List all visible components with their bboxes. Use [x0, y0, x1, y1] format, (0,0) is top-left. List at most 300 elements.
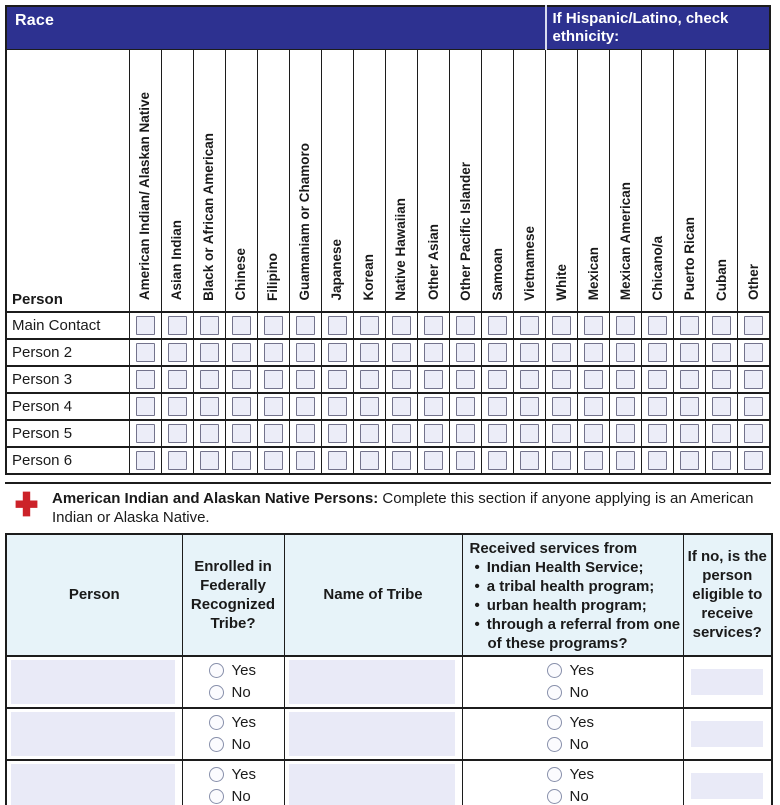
- race-checkbox[interactable]: [712, 343, 731, 362]
- services-no-option[interactable]: [547, 735, 681, 754]
- enrolled-no-option[interactable]: [209, 683, 282, 702]
- race-checkbox[interactable]: [616, 424, 635, 443]
- race-checkbox[interactable]: [680, 343, 699, 362]
- enrolled-no-radio[interactable]: [209, 737, 224, 752]
- tribe-table-row: [6, 708, 772, 760]
- person-name-input[interactable]: [11, 764, 175, 805]
- race-checkbox[interactable]: [744, 424, 763, 443]
- race-checkbox-cell: [449, 339, 481, 366]
- race-checkbox[interactable]: [424, 397, 443, 416]
- person-row-label: Person 4: [6, 393, 129, 420]
- services-yes-option[interactable]: [547, 713, 681, 732]
- services-no-radio[interactable]: [547, 685, 562, 700]
- enrolled-yes-label: Yes: [231, 766, 256, 783]
- race-column-header: White: [546, 50, 578, 312]
- race-checkbox-cell: [129, 393, 161, 420]
- race-column-header: Chinese: [225, 50, 257, 312]
- race-checkbox[interactable]: [648, 316, 667, 335]
- race-checkbox-cell: [706, 312, 738, 339]
- race-checkbox-cell: [610, 447, 642, 474]
- race-checkbox-cell: [321, 393, 353, 420]
- race-checkbox[interactable]: [392, 316, 411, 335]
- race-checkbox[interactable]: [584, 343, 603, 362]
- race-checkbox[interactable]: [264, 343, 283, 362]
- race-checkbox-cell: [610, 420, 642, 447]
- race-checkbox[interactable]: [680, 370, 699, 389]
- race-checkbox-cell: [193, 366, 225, 393]
- race-checkbox[interactable]: [744, 370, 763, 389]
- race-checkbox-cell: [257, 339, 289, 366]
- race-checkbox[interactable]: [712, 316, 731, 335]
- race-checkbox[interactable]: [552, 343, 571, 362]
- race-checkbox[interactable]: [232, 451, 251, 470]
- race-checkbox[interactable]: [712, 370, 731, 389]
- services-bullet-item: • Indian Health Service;: [470, 558, 681, 577]
- race-column-header: Cuban: [706, 50, 738, 312]
- race-checkbox-cell: [449, 420, 481, 447]
- race-checkbox-cell: [321, 312, 353, 339]
- race-checkbox-cell: [513, 366, 545, 393]
- race-checkbox-cell: [449, 393, 481, 420]
- person-name-input[interactable]: [11, 660, 175, 704]
- race-checkbox[interactable]: [296, 424, 315, 443]
- race-column-header: Other Asian: [417, 50, 449, 312]
- race-checkbox-cell: [706, 339, 738, 366]
- race-checkbox-cell: [289, 420, 321, 447]
- race-checkbox-cell: [353, 339, 385, 366]
- race-checkbox-cell: [129, 312, 161, 339]
- services-radio-group: [547, 765, 681, 805]
- race-column-header: Chicano/a: [642, 50, 674, 312]
- race-checkbox-cell: [578, 312, 610, 339]
- native-note-bold: American Indian and Alaskan Native Persons:: [52, 489, 379, 507]
- red-cross-icon: [15, 491, 38, 517]
- race-checkbox[interactable]: [552, 451, 571, 470]
- race-checkbox[interactable]: [136, 370, 155, 389]
- race-checkbox-cell: [257, 393, 289, 420]
- race-checkbox[interactable]: [232, 370, 251, 389]
- services-header-title: Received services from: [469, 539, 638, 557]
- race-checkbox[interactable]: [424, 343, 443, 362]
- race-checkbox[interactable]: [360, 343, 379, 362]
- race-checkbox[interactable]: [520, 451, 539, 470]
- services-radio-cell: [462, 708, 683, 760]
- race-checkbox[interactable]: [296, 343, 315, 362]
- services-yes-option[interactable]: [547, 765, 681, 784]
- race-checkbox-cell: [610, 366, 642, 393]
- race-checkbox-cell: [674, 420, 706, 447]
- received-services-header: [462, 534, 683, 656]
- race-checkbox[interactable]: [328, 343, 347, 362]
- race-checkbox-cell: [225, 393, 257, 420]
- race-checkbox-cell: [513, 447, 545, 474]
- race-checkbox-cell: [578, 420, 610, 447]
- race-checkbox[interactable]: [680, 316, 699, 335]
- race-checkbox[interactable]: [264, 397, 283, 416]
- race-checkbox[interactable]: [296, 316, 315, 335]
- race-checkbox[interactable]: [616, 343, 635, 362]
- race-checkbox-cell: [610, 393, 642, 420]
- services-yes-radio[interactable]: [547, 767, 562, 782]
- race-checkbox-cell: [161, 420, 193, 447]
- race-checkbox-cell: [161, 366, 193, 393]
- race-checkbox[interactable]: [456, 424, 475, 443]
- race-checkbox[interactable]: [328, 370, 347, 389]
- race-checkbox[interactable]: [552, 316, 571, 335]
- race-checkbox-cell: [513, 393, 545, 420]
- race-checkbox-cell: [225, 447, 257, 474]
- race-checkbox-cell: [129, 420, 161, 447]
- enrolled-yes-option[interactable]: [209, 765, 282, 784]
- person-row-label: Person 6: [6, 447, 129, 474]
- race-checkbox-cell: [353, 366, 385, 393]
- race-checkbox-cell: [321, 420, 353, 447]
- race-checkbox[interactable]: [584, 451, 603, 470]
- race-table-row: [6, 366, 770, 393]
- enrolled-no-option[interactable]: [209, 787, 282, 805]
- native-note-body: Complete this section if anyone applying is an American Indian or Alaska Native.: [52, 489, 754, 526]
- race-checkbox[interactable]: [712, 451, 731, 470]
- race-checkbox[interactable]: [616, 397, 635, 416]
- enrolled-yes-radio[interactable]: [209, 767, 224, 782]
- race-checkbox-cell: [289, 339, 321, 366]
- race-checkbox[interactable]: [200, 370, 219, 389]
- race-checkbox-cell: [578, 366, 610, 393]
- race-checkbox-cell: [385, 393, 417, 420]
- race-checkbox[interactable]: [584, 424, 603, 443]
- race-checkbox-cell: [513, 312, 545, 339]
- race-column-header: Mexican: [578, 50, 610, 312]
- enrolled-no-option[interactable]: [209, 735, 282, 754]
- race-checkbox[interactable]: [360, 316, 379, 335]
- services-no-option[interactable]: [547, 787, 681, 805]
- race-checkbox[interactable]: [456, 451, 475, 470]
- services-yes-radio[interactable]: [547, 715, 562, 730]
- eligible-input[interactable]: [691, 721, 763, 747]
- race-checkbox[interactable]: [328, 451, 347, 470]
- services-yes-label: Yes: [569, 714, 594, 731]
- person-name-input[interactable]: [11, 712, 175, 756]
- tribe-table-row: [6, 656, 772, 708]
- race-checkbox-cell: [610, 312, 642, 339]
- race-column-header: Native Hawaiian: [385, 50, 417, 312]
- race-checkbox[interactable]: [680, 451, 699, 470]
- eligible-input[interactable]: [691, 773, 763, 799]
- race-checkbox[interactable]: [520, 316, 539, 335]
- race-checkbox-cell: [417, 420, 449, 447]
- race-checkbox-cell: [481, 420, 513, 447]
- race-table-row: [6, 339, 770, 366]
- enrolled-tribe-header: Enrolled in Federally Recognized Tribe?: [182, 534, 284, 656]
- race-checkbox[interactable]: [552, 424, 571, 443]
- race-checkbox[interactable]: [360, 424, 379, 443]
- race-checkbox[interactable]: [136, 343, 155, 362]
- race-checkbox-cell: [353, 447, 385, 474]
- tribe-name-header: Name of Tribe: [284, 534, 462, 656]
- race-checkbox[interactable]: [232, 397, 251, 416]
- race-checkbox-cell: [385, 339, 417, 366]
- race-checkbox[interactable]: [648, 451, 667, 470]
- native-note-text: [52, 489, 758, 527]
- race-checkbox[interactable]: [296, 370, 315, 389]
- enrolled-no-radio[interactable]: [209, 789, 224, 804]
- race-checkbox-cell: [257, 447, 289, 474]
- race-checkbox-cell: [193, 447, 225, 474]
- race-checkbox[interactable]: [488, 343, 507, 362]
- services-radio-group: [547, 661, 681, 702]
- race-checkbox-cell: [289, 393, 321, 420]
- eligible-input-cell: [683, 708, 772, 760]
- race-checkbox[interactable]: [456, 343, 475, 362]
- race-column-header: Samoan: [481, 50, 513, 312]
- race-checkbox-cell: [193, 312, 225, 339]
- race-checkbox-cell: [642, 447, 674, 474]
- race-checkbox-cell: [385, 312, 417, 339]
- enrolled-yes-option[interactable]: [209, 713, 282, 732]
- race-checkbox[interactable]: [488, 316, 507, 335]
- race-checkbox[interactable]: [424, 424, 443, 443]
- person-row-label: Person 2: [6, 339, 129, 366]
- person-name-input-cell: [6, 708, 182, 760]
- race-checkbox[interactable]: [200, 451, 219, 470]
- race-checkbox[interactable]: [520, 424, 539, 443]
- enrolled-no-radio[interactable]: [209, 685, 224, 700]
- services-radio-cell: [462, 760, 683, 805]
- enrolled-radio-cell: [182, 656, 284, 708]
- enrolled-radio-group: [209, 765, 282, 805]
- race-checkbox-cell: [321, 447, 353, 474]
- race-checkbox-cell: [738, 366, 770, 393]
- race-checkbox[interactable]: [712, 397, 731, 416]
- race-checkbox-cell: [674, 393, 706, 420]
- tribe-name-input[interactable]: [289, 660, 455, 704]
- race-checkbox-cell: [193, 339, 225, 366]
- race-checkbox[interactable]: [168, 424, 187, 443]
- race-checkbox[interactable]: [392, 397, 411, 416]
- race-checkbox[interactable]: [360, 370, 379, 389]
- race-checkbox[interactable]: [680, 424, 699, 443]
- race-checkbox-cell: [642, 312, 674, 339]
- race-checkbox-cell: [225, 339, 257, 366]
- tribe-name-input[interactable]: [289, 712, 455, 756]
- race-checkbox-cell: [674, 339, 706, 366]
- race-checkbox[interactable]: [648, 370, 667, 389]
- race-checkbox[interactable]: [584, 397, 603, 416]
- race-checkbox[interactable]: [328, 397, 347, 416]
- race-checkbox[interactable]: [616, 451, 635, 470]
- race-checkbox-cell: [225, 420, 257, 447]
- race-checkbox-cell: [257, 312, 289, 339]
- race-checkbox-cell: [642, 366, 674, 393]
- race-checkbox[interactable]: [520, 370, 539, 389]
- race-checkbox[interactable]: [136, 424, 155, 443]
- enrolled-yes-radio[interactable]: [209, 715, 224, 730]
- tribe-name-input-cell: [284, 656, 462, 708]
- enrolled-radio-group: [209, 661, 282, 702]
- services-no-radio[interactable]: [547, 789, 562, 804]
- enrolled-no-label: No: [231, 788, 251, 805]
- person-row-label: Main Contact: [6, 312, 129, 339]
- race-checkbox[interactable]: [744, 397, 763, 416]
- race-checkbox-cell: [706, 393, 738, 420]
- race-checkbox[interactable]: [744, 451, 763, 470]
- race-checkbox[interactable]: [264, 316, 283, 335]
- race-checkbox[interactable]: [456, 397, 475, 416]
- race-checkbox-cell: [385, 447, 417, 474]
- race-checkbox[interactable]: [424, 316, 443, 335]
- race-checkbox[interactable]: [616, 370, 635, 389]
- race-table-row: [6, 447, 770, 474]
- race-checkbox[interactable]: [136, 451, 155, 470]
- race-checkbox[interactable]: [296, 397, 315, 416]
- race-checkbox[interactable]: [168, 397, 187, 416]
- race-checkbox[interactable]: [456, 316, 475, 335]
- race-checkbox-cell: [417, 312, 449, 339]
- race-checkbox[interactable]: [264, 370, 283, 389]
- services-no-option[interactable]: [547, 683, 681, 702]
- race-checkbox[interactable]: [584, 316, 603, 335]
- race-checkbox[interactable]: [328, 316, 347, 335]
- race-checkbox[interactable]: [360, 397, 379, 416]
- race-header-bar: [6, 6, 770, 50]
- tribe-table-body: [6, 656, 772, 805]
- race-checkbox-cell: [546, 339, 578, 366]
- race-checkbox[interactable]: [392, 343, 411, 362]
- services-bullet-list: [470, 558, 681, 653]
- race-column-header: Guamaniam or Chamoro: [289, 50, 321, 312]
- race-checkbox[interactable]: [168, 316, 187, 335]
- race-checkbox-cell: [257, 366, 289, 393]
- race-checkbox[interactable]: [680, 397, 699, 416]
- race-checkbox[interactable]: [200, 316, 219, 335]
- race-checkbox-cell: [642, 420, 674, 447]
- race-checkbox-cell: [481, 393, 513, 420]
- race-column-header: Other Pacific Islander: [449, 50, 481, 312]
- race-checkbox[interactable]: [488, 451, 507, 470]
- race-checkbox[interactable]: [200, 424, 219, 443]
- race-checkbox[interactable]: [392, 370, 411, 389]
- enrolled-yes-radio[interactable]: [209, 663, 224, 678]
- race-checkbox[interactable]: [392, 424, 411, 443]
- race-checkbox-cell: [449, 312, 481, 339]
- race-checkbox-cell: [289, 312, 321, 339]
- race-column-header-row: [6, 50, 770, 312]
- race-checkbox[interactable]: [328, 424, 347, 443]
- race-checkbox[interactable]: [488, 370, 507, 389]
- race-checkbox-cell: [513, 339, 545, 366]
- race-checkbox-cell: [481, 312, 513, 339]
- enrolled-yes-option[interactable]: [209, 661, 282, 680]
- race-checkbox[interactable]: [168, 370, 187, 389]
- race-checkbox[interactable]: [520, 343, 539, 362]
- race-checkbox-cell: [129, 339, 161, 366]
- race-checkbox[interactable]: [648, 424, 667, 443]
- services-yes-label: Yes: [569, 766, 594, 783]
- race-checkbox[interactable]: [136, 316, 155, 335]
- eligible-services-header: If no, is the person eligible to receive services?: [683, 534, 772, 656]
- race-checkbox[interactable]: [488, 397, 507, 416]
- race-checkbox[interactable]: [648, 343, 667, 362]
- race-checkbox-cell: [674, 312, 706, 339]
- tribe-table: [5, 533, 773, 805]
- race-checkbox-cell: [738, 312, 770, 339]
- race-checkbox[interactable]: [232, 343, 251, 362]
- tribe-header-row: [6, 534, 772, 656]
- eligible-input-cell: [683, 760, 772, 805]
- services-bullet-item: • a tribal health program;: [470, 577, 681, 596]
- race-checkbox[interactable]: [552, 370, 571, 389]
- race-checkbox[interactable]: [552, 397, 571, 416]
- race-checkbox[interactable]: [168, 451, 187, 470]
- race-checkbox-cell: [353, 420, 385, 447]
- race-checkbox-cell: [546, 393, 578, 420]
- race-checkbox-cell: [738, 420, 770, 447]
- race-checkbox[interactable]: [648, 397, 667, 416]
- tribe-name-input[interactable]: [289, 764, 455, 805]
- race-checkbox-cell: [546, 420, 578, 447]
- race-checkbox[interactable]: [200, 343, 219, 362]
- race-checkbox[interactable]: [392, 451, 411, 470]
- race-column-header: Other: [738, 50, 770, 312]
- race-checkbox[interactable]: [744, 343, 763, 362]
- race-checkbox-cell: [161, 447, 193, 474]
- race-checkbox-cell: [417, 393, 449, 420]
- race-checkbox[interactable]: [520, 397, 539, 416]
- services-yes-option[interactable]: [547, 661, 681, 680]
- race-checkbox[interactable]: [488, 424, 507, 443]
- race-checkbox-cell: [417, 447, 449, 474]
- race-checkbox[interactable]: [232, 424, 251, 443]
- race-checkbox[interactable]: [168, 343, 187, 362]
- race-checkbox-cell: [129, 366, 161, 393]
- race-checkbox-cell: [642, 393, 674, 420]
- race-checkbox-cell: [513, 420, 545, 447]
- race-checkbox[interactable]: [296, 451, 315, 470]
- race-checkbox[interactable]: [744, 316, 763, 335]
- race-checkbox[interactable]: [712, 424, 731, 443]
- enrolled-radio-group: [209, 713, 282, 754]
- enrolled-radio-cell: [182, 708, 284, 760]
- race-checkbox[interactable]: [360, 451, 379, 470]
- race-checkbox[interactable]: [584, 370, 603, 389]
- race-checkbox[interactable]: [232, 316, 251, 335]
- race-checkbox-cell: [385, 420, 417, 447]
- services-no-radio[interactable]: [547, 737, 562, 752]
- tribe-name-input-cell: [284, 760, 462, 805]
- race-checkbox[interactable]: [424, 370, 443, 389]
- hispanic-ethnicity-header: If Hispanic/Latino, check ethnicity:: [546, 6, 771, 50]
- eligible-input[interactable]: [691, 669, 763, 695]
- race-header: Race: [6, 6, 546, 50]
- race-checkbox[interactable]: [200, 397, 219, 416]
- race-checkbox[interactable]: [264, 424, 283, 443]
- enrolled-yes-label: Yes: [231, 714, 256, 731]
- enrolled-yes-label: Yes: [231, 662, 256, 679]
- tribe-person-header: Person: [6, 534, 182, 656]
- race-checkbox[interactable]: [136, 397, 155, 416]
- person-name-input-cell: [6, 656, 182, 708]
- race-checkbox[interactable]: [264, 451, 283, 470]
- race-column-header: Filipino: [257, 50, 289, 312]
- race-table: [5, 5, 771, 475]
- services-yes-radio[interactable]: [547, 663, 562, 678]
- race-checkbox[interactable]: [424, 451, 443, 470]
- race-checkbox-cell: [417, 366, 449, 393]
- race-checkbox[interactable]: [616, 316, 635, 335]
- race-checkbox-cell: [481, 447, 513, 474]
- race-checkbox-cell: [353, 393, 385, 420]
- race-checkbox[interactable]: [456, 370, 475, 389]
